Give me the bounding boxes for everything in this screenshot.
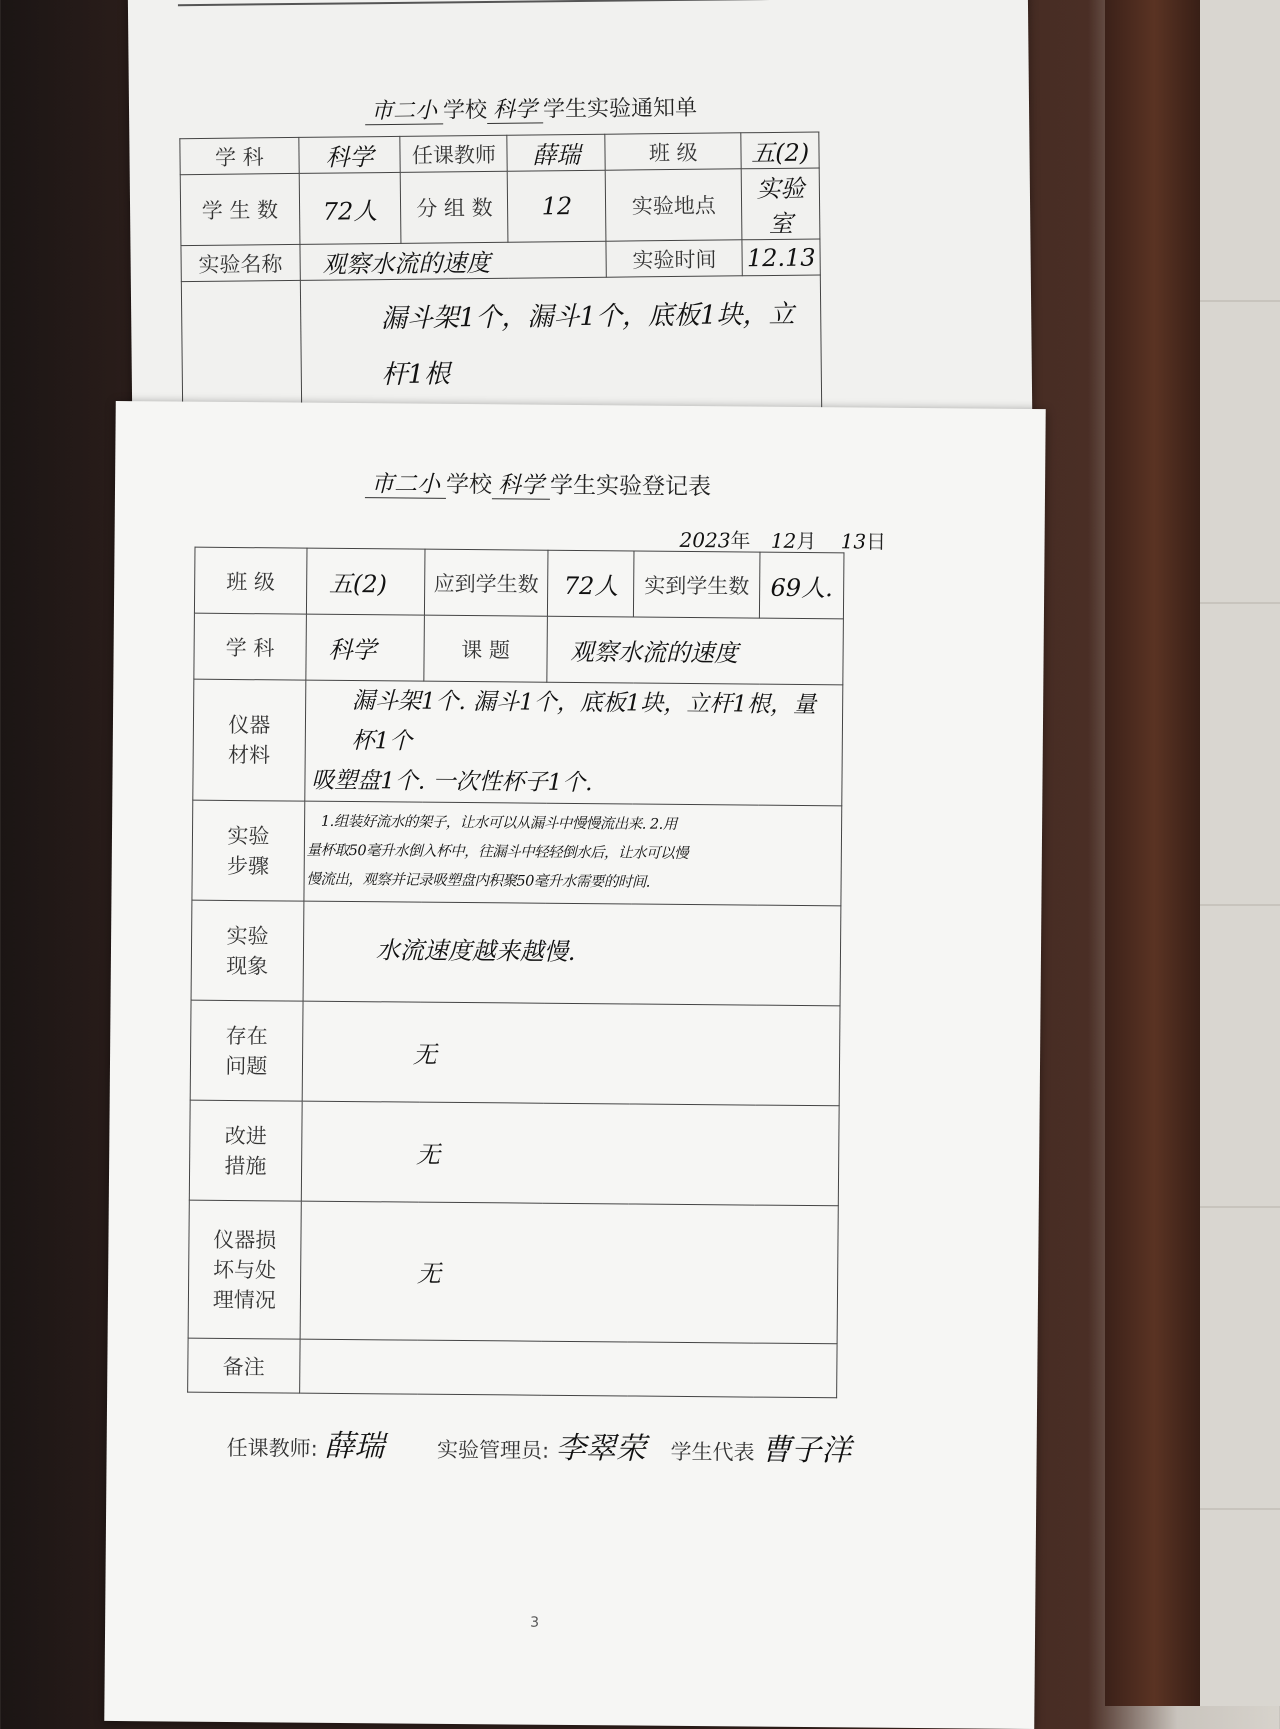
damage-label-1: 仪器损 xyxy=(213,1227,277,1252)
subject-label: 学 科 xyxy=(194,613,306,680)
register-title-mid: 学校 xyxy=(445,471,493,499)
floor-background xyxy=(1200,0,1280,1706)
date-month: 12 xyxy=(770,528,797,553)
damage-label-3: 理情况 xyxy=(212,1287,276,1312)
equipment-cell xyxy=(305,680,843,806)
notice-title-mid: 学校 xyxy=(442,97,488,124)
topic-label: 课 题 xyxy=(424,615,548,682)
date-year-label: 年 xyxy=(730,528,751,553)
problems-label-2: 问题 xyxy=(225,1053,268,1078)
steps-label-1: 实验 xyxy=(227,823,270,848)
damage-label xyxy=(188,1200,301,1339)
notice-sheet xyxy=(128,0,1033,425)
notice-location-value: 实验室 xyxy=(741,168,819,240)
equipment-line2: 吸塑盘1个. 一次性杯子1个. xyxy=(311,767,593,797)
improve-value: 无 xyxy=(301,1101,839,1206)
notice-subject-value: 科学 xyxy=(299,136,401,173)
steps-cell xyxy=(304,801,842,906)
improve-label-1: 改进 xyxy=(224,1123,267,1148)
steps-line1: 1.组装好流水的架子，让水可以从漏斗中慢慢流出来. 2.用 xyxy=(320,813,677,833)
signature-row xyxy=(227,1420,852,1469)
page-number: 3 xyxy=(530,1614,540,1631)
expected-label: 应到学生数 xyxy=(424,549,548,616)
steps-label xyxy=(192,800,305,901)
notice-school: 市二小 xyxy=(365,98,443,125)
notice-groups-label: 分 组 数 xyxy=(401,171,509,243)
register-title-end: 学生实验登记表 xyxy=(549,472,712,501)
student-sign-value: 曹子洋 xyxy=(761,1432,852,1469)
remarks-value xyxy=(299,1339,837,1398)
damage-value: 无 xyxy=(300,1201,838,1344)
register-date xyxy=(679,524,886,555)
register-title xyxy=(365,465,711,501)
equipment-line1: 漏斗架1个. 漏斗1个，底板1块，立杆1根，量杯1个 xyxy=(351,688,817,755)
admin-sign-label: 实验管理员: xyxy=(436,1437,550,1463)
register-table xyxy=(187,547,844,1399)
notice-time-value: 12.13 xyxy=(742,239,820,276)
problems-value: 无 xyxy=(302,1001,840,1106)
date-month-label: 月 xyxy=(796,528,817,554)
notice-teacher-value: 薛瑞 xyxy=(507,134,605,171)
notice-title-end: 学生实验通知单 xyxy=(542,95,698,123)
notice-students-label: 学 生 数 xyxy=(180,173,299,245)
notice-subject-label: 学 科 xyxy=(180,137,299,174)
class-value: 五(2) xyxy=(306,548,424,615)
problems-label-1: 存在 xyxy=(225,1023,268,1048)
date-year: 2023 xyxy=(679,527,731,553)
equipment-label-2: 材料 xyxy=(227,742,271,768)
notice-equipment-line1: 漏斗架1个，漏斗1个，底板1块，立杆1根 xyxy=(380,299,795,390)
register-school: 市二小 xyxy=(365,471,446,499)
notice-location-label: 实验地点 xyxy=(605,169,742,241)
table-edge xyxy=(1105,0,1215,1706)
notice-groups-value: 12 xyxy=(508,170,607,242)
equipment-label-1: 仪器 xyxy=(228,712,271,738)
register-sheet xyxy=(104,401,1045,1729)
notice-time-label: 实验时间 xyxy=(606,240,742,277)
phenomenon-label-2: 现象 xyxy=(226,953,269,978)
improve-label-2: 措施 xyxy=(224,1153,267,1178)
notice-experiment-name-label: 实验名称 xyxy=(181,244,300,281)
notice-experiment-name-value: 观察水流的速度 xyxy=(300,241,607,280)
notice-teacher-label: 任课教师 xyxy=(400,135,507,172)
admin-sign-value: 李翠荣 xyxy=(555,1430,647,1467)
steps-line2: 量杯取50毫升水倒入杯中，往漏斗中轻轻倒水后，让水可以慢 xyxy=(306,842,689,862)
teacher-sign-value: 薛瑞 xyxy=(324,1428,385,1465)
subject-value: 科学 xyxy=(306,614,424,681)
steps-label-2: 步骤 xyxy=(227,853,270,878)
phenomenon-value: 水流速度越来越慢. xyxy=(303,901,841,1006)
remarks-label: 备注 xyxy=(188,1338,300,1393)
damage-label-2: 坏与处 xyxy=(212,1257,277,1282)
student-sign-label: 学生代表 xyxy=(670,1439,755,1465)
equipment-label xyxy=(193,679,306,801)
notice-title xyxy=(365,91,697,125)
teacher-sign-label: 任课教师: xyxy=(226,1435,318,1461)
notice-class-label: 班 级 xyxy=(605,133,741,170)
notice-class-value: 五(2) xyxy=(741,132,819,169)
date-day-label: 日 xyxy=(866,529,887,554)
expected-value: 72人 xyxy=(548,550,634,617)
notice-subject: 科学 xyxy=(487,97,543,124)
cut-off-table-line xyxy=(178,0,818,6)
topic-value: 观察水流的速度 xyxy=(547,616,843,685)
improve-label xyxy=(189,1100,302,1201)
actual-value: 69人. xyxy=(759,552,844,619)
date-day: 13 xyxy=(840,529,867,554)
register-subject: 科学 xyxy=(492,472,550,500)
steps-line3: 慢流出，观察并记录吸塑盘内积聚50毫升水需要的时间. xyxy=(306,871,651,891)
actual-label: 实到学生数 xyxy=(634,551,760,618)
phenomenon-label-1: 实验 xyxy=(226,923,269,948)
problems-label xyxy=(190,1000,303,1101)
phenomenon-label xyxy=(191,900,304,1001)
notice-students-value: 72人 xyxy=(299,172,401,244)
class-label: 班 级 xyxy=(194,547,306,614)
